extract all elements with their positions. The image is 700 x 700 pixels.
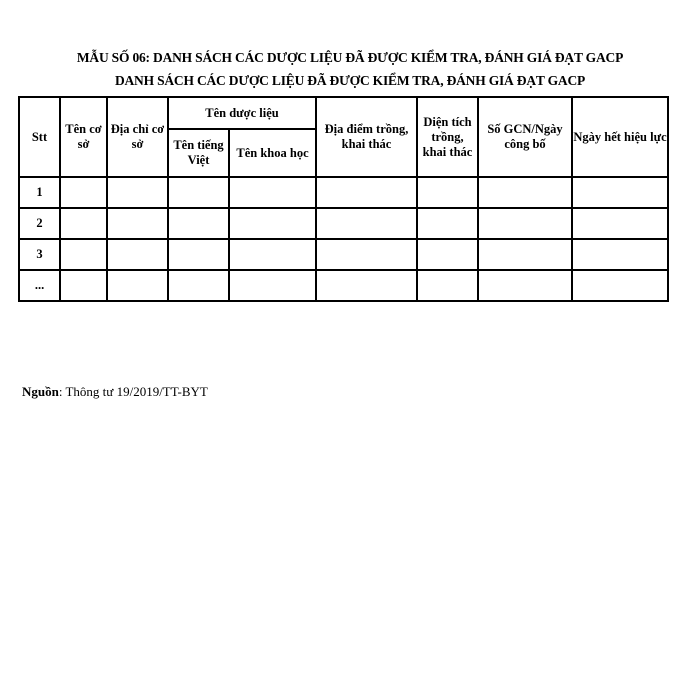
table-row (19, 208, 668, 239)
table-row (19, 239, 668, 270)
header-dia-chi: Địa chỉ cơ sở (107, 97, 168, 177)
header-so-gcn: Số GCN/Ngày công bố (478, 97, 572, 177)
table-row (19, 270, 668, 301)
list-title: DANH SÁCH CÁC DƯỢC LIỆU ĐÃ ĐƯỢC KIỂM TRA, ĐÁNH GIÁ ĐẠT GACP (114, 73, 586, 88)
header-ten-khoa-hoc: Tên khoa học (229, 129, 316, 177)
source-note (22, 384, 208, 400)
row-number: 1 (19, 177, 60, 208)
header-ten-tieng-viet: Tên tiếng Việt (168, 129, 229, 177)
source-text: : Thông tư 19/2019/TT-BYT (58, 384, 208, 399)
row-number: 2 (19, 208, 60, 239)
row-number: 3 (19, 239, 60, 270)
row-number: ... (19, 270, 60, 301)
header-dia-diem: Địa điểm trồng, khai thác (316, 97, 417, 177)
table-row (19, 177, 668, 208)
header-dien-tich: Diện tích trồng, khai thác (417, 97, 478, 177)
header-ten-duoc-lieu: Tên dược liệu (168, 97, 316, 129)
form-title: MẪU SỐ 06: DANH SÁCH CÁC DƯỢC LIỆU ĐÃ ĐƯỢC KIỂM TRA, ĐÁNH GIÁ ĐẠT GACP (76, 50, 624, 65)
header-stt: Stt (19, 97, 60, 177)
gacp-table (18, 96, 669, 302)
header-ngay-het-hieu-luc: Ngày hết hiệu lực (572, 97, 668, 177)
header-ten-co-so: Tên cơ sở (60, 97, 107, 177)
source-label: Nguồn (22, 384, 59, 399)
